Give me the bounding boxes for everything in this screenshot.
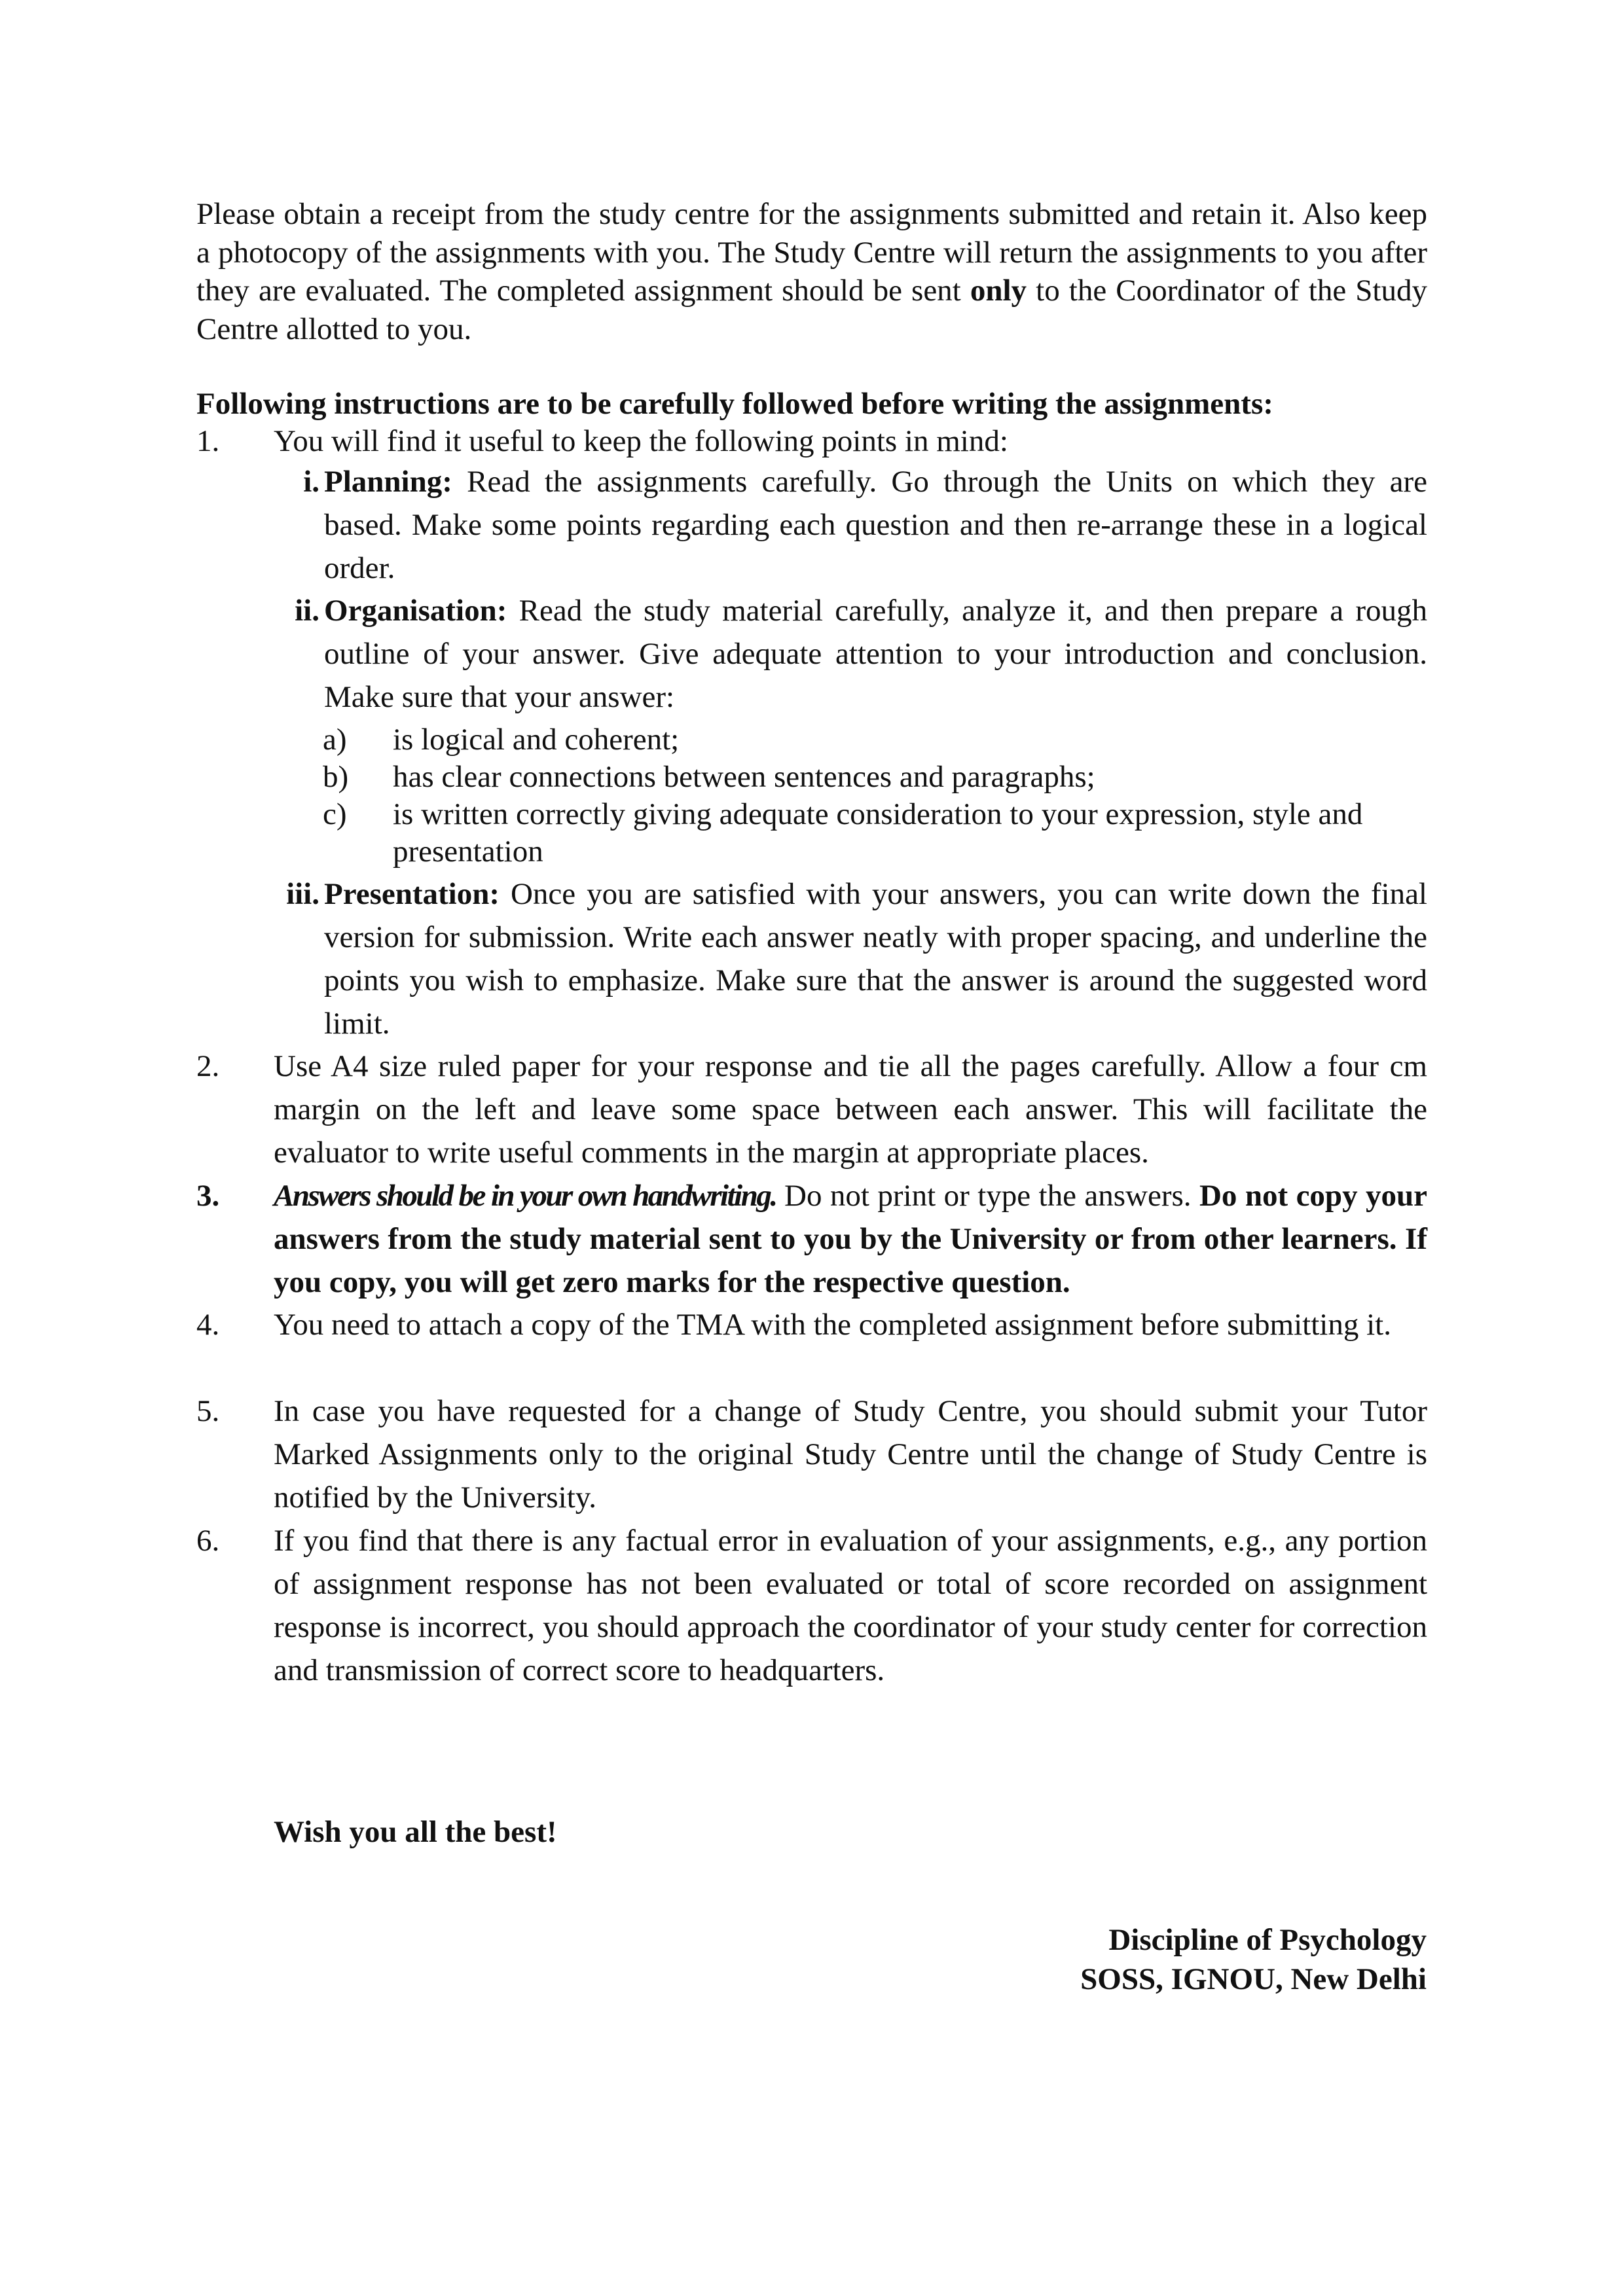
alpha-letter: c) — [323, 797, 347, 831]
subpoint-body — [324, 872, 1427, 1045]
subpoint-numeral: ii. — [295, 594, 319, 628]
intro-text-1: Please obtain a receipt from the study centre for the assignments submitted and retain it. Also keep a photocopy of the assignments with you. The Study Centre will return the assignments to you after they are evaluated. The completed assignment should be sent — [196, 197, 1427, 308]
intro-emphasis: only — [970, 274, 1027, 308]
item-text: Use A4 size ruled paper for your response and tie all the pages carefully. Allow a four cm margin on the left and leave some space between each answer. This will facilitate the evaluator to write useful comments in the margin at appropriate places. — [274, 1049, 1427, 1170]
item-text: You need to attach a copy of the TMA with the completed assignment before submitting it. — [274, 1308, 1391, 1342]
item-text: In case you have requested for a change of Study Centre, you should submit your Tutor Marked Assignments only to the original Study Centre until the change of Study Centre is notified by the University. — [274, 1394, 1427, 1515]
alpha-letter: b) — [323, 760, 349, 794]
subpoint-body — [324, 460, 1427, 590]
item-text: If you find that there is any factual error in evaluation of your assignments, e.g., any portion of assignment response has not been evaluated or total of score recorded on assignment response is incorrect, you should approach the coordinator of your study center for correction and transmission of correct score to headquarters. — [274, 1524, 1427, 1687]
alpha-text: has clear connections between sentences and paragraphs; — [393, 760, 1095, 794]
item-bold-warning: Do not copy your answers from the study material sent to you by the University or from other learners. If you copy, you will get zero marks for the respective question. — [274, 1179, 1427, 1299]
intro-text-2: to the Coordinator of the Study Centre allotted to you. — [196, 274, 1427, 346]
alpha-letter: a) — [323, 723, 347, 757]
item-text — [274, 1174, 1427, 1304]
handwriting-emphasis: Answers should be in your own handwriting. — [274, 1179, 776, 1213]
signature-institution: SOSS, IGNOU, New Delhi — [1080, 1962, 1427, 1996]
item-number: 6. — [196, 1524, 220, 1558]
subpoint-title: Planning: — [324, 465, 452, 499]
subpoint-title: Presentation: — [324, 877, 500, 911]
item-number: 1. — [196, 424, 220, 458]
subpoint-text: Read the study material carefully, analyze it, and then prepare a rough outline of your answer. Give adequate attention to your introduction and conclusion. Make sure that your answer: — [324, 594, 1427, 714]
subpoint-text: Once you are satisfied with your answers, you can write down the final version for submission. Write each answer neatly with proper spacing, and underline the points you wish to emphasize. Make sure that the answer is around the suggested word limit. — [324, 877, 1427, 1041]
item-number: 2. — [196, 1049, 220, 1083]
item-number: 3. — [196, 1179, 220, 1213]
intro-paragraph — [196, 195, 1427, 348]
item-number: 4. — [196, 1308, 220, 1342]
signature-department: Discipline of Psychology — [1108, 1923, 1427, 1957]
item-text: You will find it useful to keep the following points in mind: — [274, 424, 1008, 458]
subpoint-numeral: iii. — [286, 877, 319, 911]
subpoint-body — [324, 589, 1427, 719]
alpha-text: is written correctly giving adequate consideration to your expression, style and presentation — [393, 797, 1363, 869]
subpoint-title: Organisation: — [324, 594, 507, 628]
closing-wish: Wish you all the best! — [274, 1815, 557, 1849]
instructions-heading: Following instructions are to be carefully followed before writing the assignments: — [196, 387, 1273, 421]
item-number: 5. — [196, 1394, 220, 1428]
subpoint-numeral: i. — [303, 465, 319, 499]
alpha-text: is logical and coherent; — [393, 723, 680, 757]
subpoint-text: Read the assignments carefully. Go through the Units on which they are based. Make some points regarding each question and then re-arrange these in a logical order. — [324, 465, 1427, 585]
item-plain-text: Do not print or type the answers. — [776, 1179, 1199, 1213]
